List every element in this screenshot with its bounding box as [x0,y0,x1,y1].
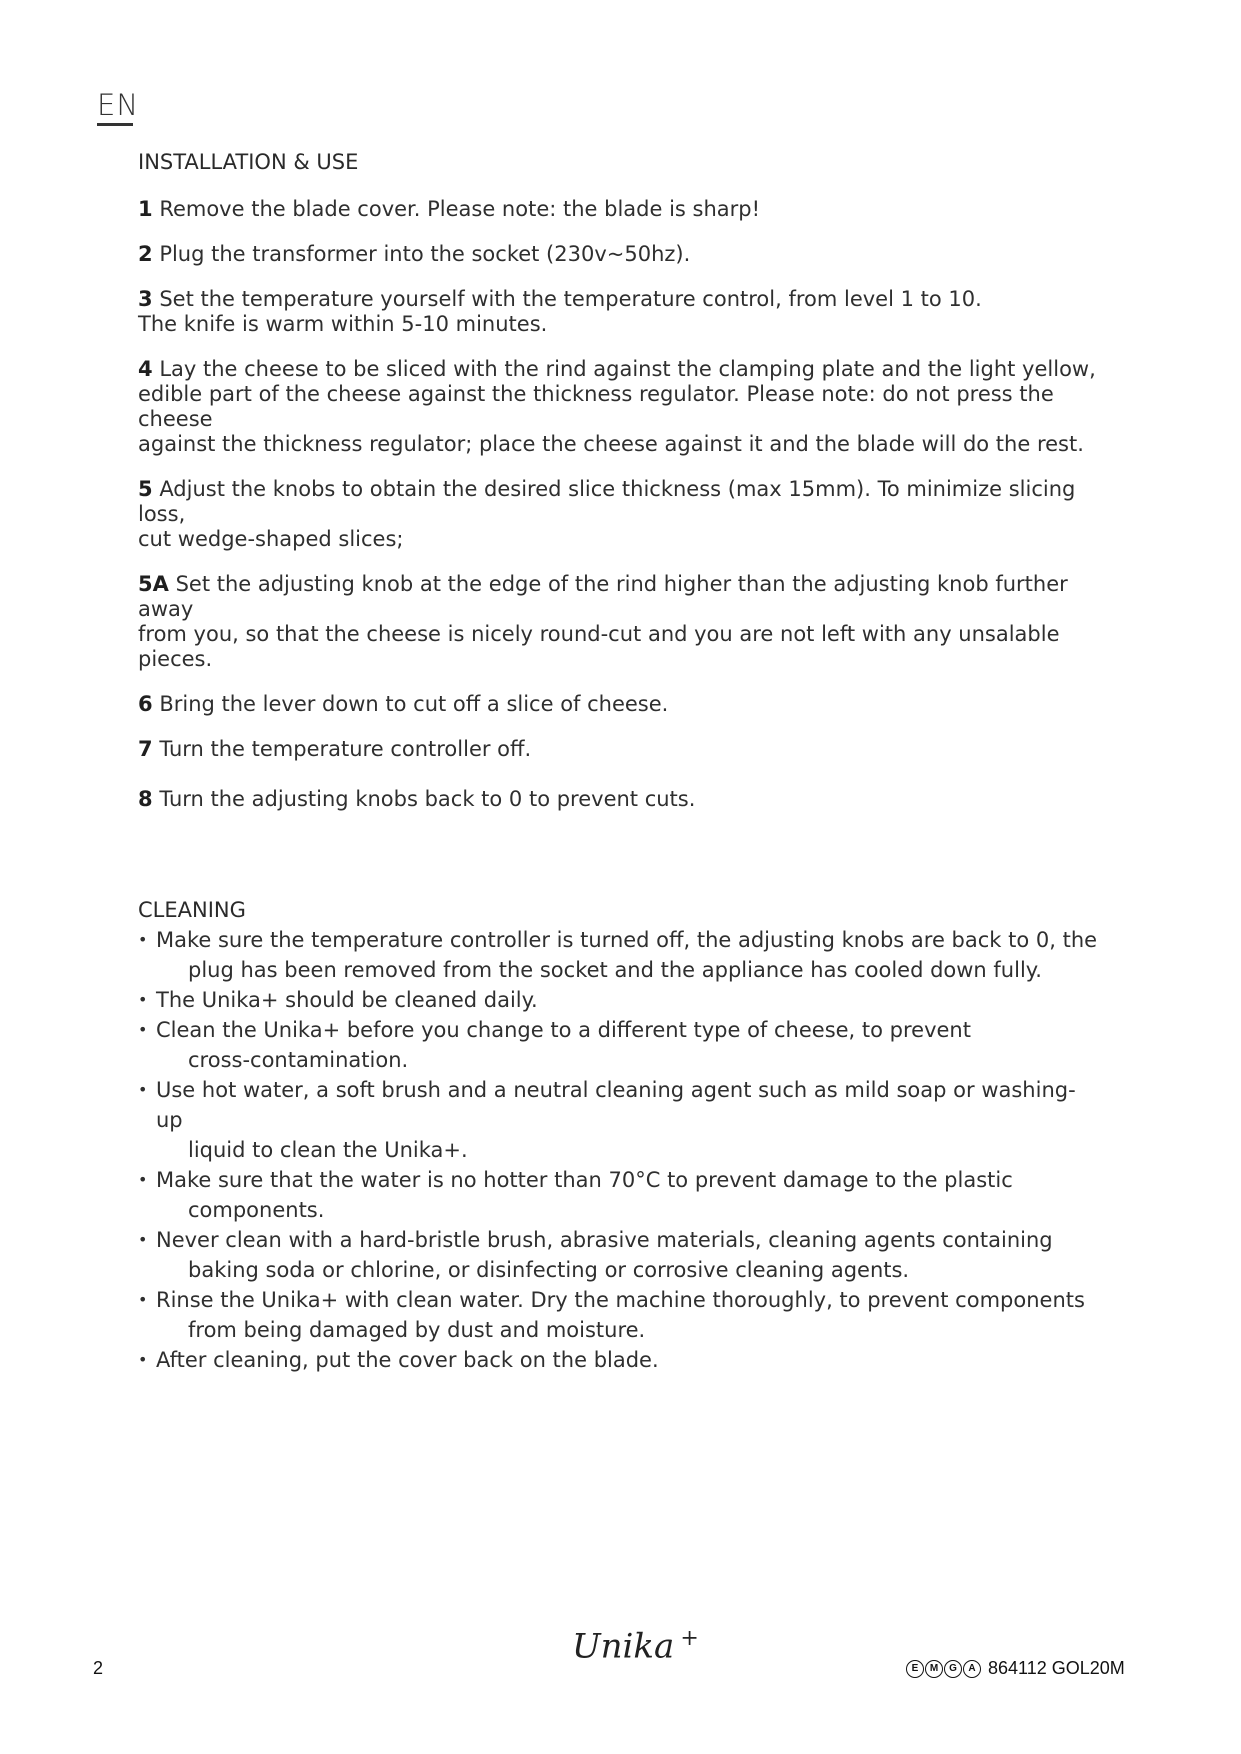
list-item: • Make sure the temperature controller is turned off, the adjusting knobs are back to 0, the plug has been removed from the socket and the appliance has cooled down fully. [138,928,1098,982]
step-5a [138,572,1098,672]
list-item: • Clean the Unika+ before you change to a different type of cheese, to prevent cross-contamination. [138,1018,971,1072]
list-item: • Use hot water, a soft brush and a neutral cleaning agent such as mild soap or washing-up liquid to clean the Unika+. [138,1078,1076,1162]
step-text: Adjust the knobs to obtain the desired slice thickness (max 15mm). To minimize slicing loss, cut wedge-shaped slices; [138,477,1076,551]
list-item: • Never clean with a hard-bristle brush, abrasive materials, cleaning agents containing baking soda or chlorine, or disinfecting or corrosive cleaning agents. [138,1228,1053,1282]
installation-section [138,150,1098,812]
step-text: Remove the blade cover. Please note: the blade is sharp! [159,197,761,221]
cleaning-section [138,898,1098,1375]
step-2 [138,242,1098,267]
emga-logo [906,1660,982,1678]
step-number: 4 [138,357,153,381]
step-text: Set the adjusting knob at the edge of the rind higher than the adjusting knob further away from you, so that the cheese is nicely round-cut and you are not left with any unsalable pieces. [138,572,1068,671]
list-item: • After cleaning, put the cover back on the blade. [138,1348,659,1372]
step-number: 8 [138,787,153,811]
step-text: Bring the lever down to cut off a slice of cheese. [159,692,669,716]
step-1 [138,197,1098,222]
step-8 [138,787,1098,812]
manual-content [138,150,1098,1375]
step-4 [138,357,1098,457]
emga-letter: A [963,1660,981,1678]
product-code: 864112 GOL20M [988,1658,1125,1678]
brand-logo [572,1626,699,1666]
product-info [906,1658,1125,1679]
brand-plus: + [680,1626,699,1651]
emga-letter: M [925,1660,943,1678]
brand-name: Unika [572,1626,675,1667]
page-number: 2 [93,1658,104,1678]
list-item: • Make sure that the water is no hotter than 70°C to prevent damage to the plastic components. [138,1168,1013,1222]
step-number: 3 [138,287,153,311]
step-5 [138,477,1098,552]
step-number: 5 [138,477,153,501]
cleaning-list [138,925,1098,1375]
list-item: • Rinse the Unika+ with clean water. Dry the machine thoroughly, to prevent components from being damaged by dust and moisture. [138,1288,1085,1342]
language-tag: EN [97,88,140,122]
step-3 [138,287,1098,337]
step-7 [138,737,1098,762]
step-number: 2 [138,242,153,266]
step-text: Turn the temperature controller off. [159,737,532,761]
step-number: 7 [138,737,153,761]
step-text: Set the temperature yourself with the temperature control, from level 1 to 10. The knife is warm within 5-10 minutes. [138,287,982,336]
list-item: • The Unika+ should be cleaned daily. [138,988,538,1012]
step-text: Lay the cheese to be sliced with the rind against the clamping plate and the light yellow, edible part of the cheese against the thickness regulator. Please note: do not press the cheese against the thickness regulator; place the cheese against it and the blade will do the rest. [138,357,1096,456]
installation-heading: INSTALLATION & USE [138,150,359,174]
step-text: Plug the transformer into the socket (230v~50hz). [159,242,691,266]
step-6 [138,692,1098,717]
cleaning-heading: CLEANING [138,898,246,922]
step-number: 1 [138,197,153,221]
step-number: 5A [138,572,169,596]
step-number: 6 [138,692,153,716]
emga-letter: E [906,1660,924,1678]
emga-letter: G [944,1660,962,1678]
language-underline [97,123,133,126]
step-text: Turn the adjusting knobs back to 0 to prevent cuts. [159,787,696,811]
